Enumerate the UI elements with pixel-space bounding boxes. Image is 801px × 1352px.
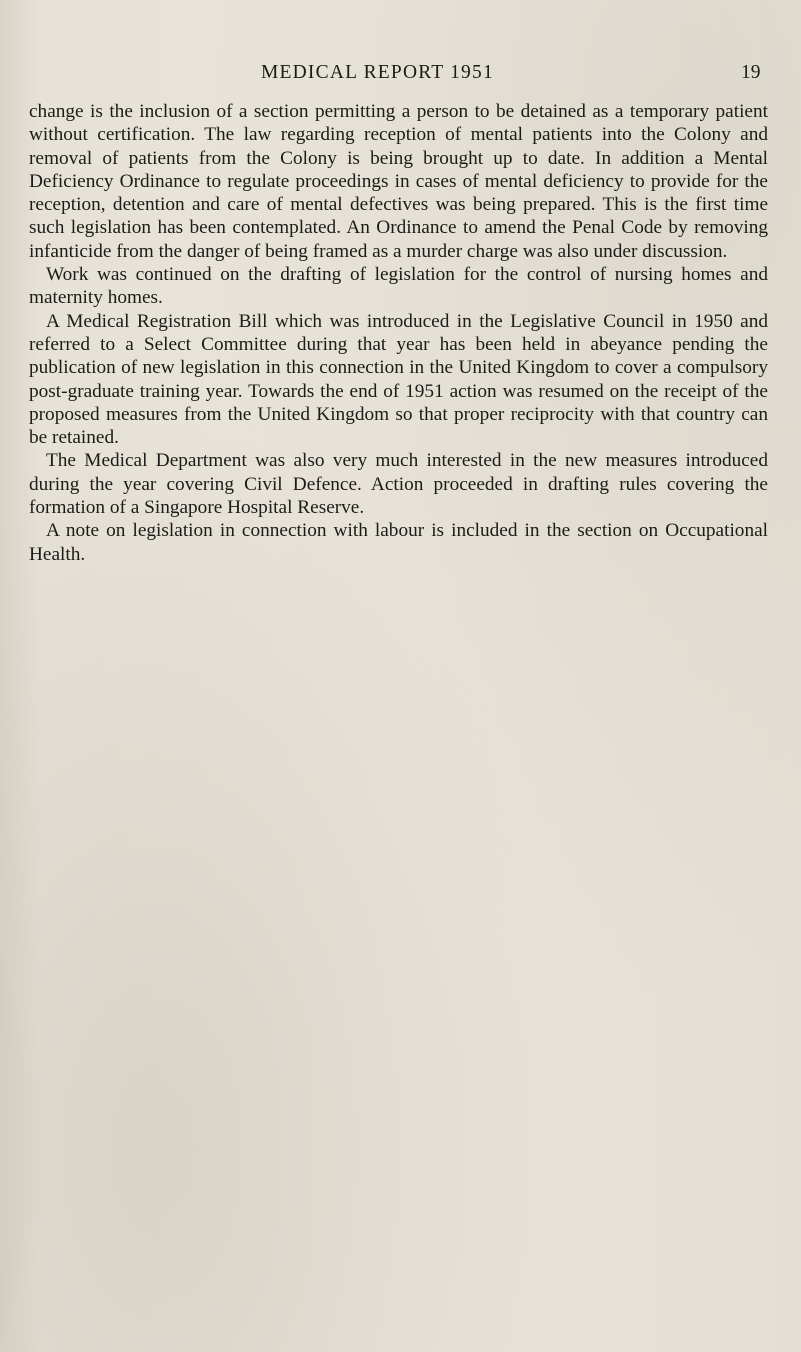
paragraph-nursing-homes: Work was continued on the drafting of legislation for the control of nursing homes and maternity homes. (29, 264, 768, 309)
body-text (29, 100, 768, 566)
paragraph-civil-defence: The Medical Department was also very much interested in the new measures introduced during the year covering Civil Defence. Action proceeded in drafting rules covering the formation of a Singapore Hospital Reserve. (29, 450, 768, 519)
paragraph-continuation: change is the inclusion of a section permitting a person to be detained as a temporary patient without certification. The law regarding reception of mental patients into the Colony and removal of patients from the Colony is being brought up to date. In addition a Mental Deficiency Ordinance to regulate proceedings in cases of mental deficiency to provide for the reception, detention and care of mental defectives was being prepared. This is the first time such legislation has been contemplated. An Ordinance to amend the Penal Code by removing infanticide from the danger of being framed as a murder charge was also under discussion. (29, 101, 768, 262)
paragraph-labour-legislation: A note on legislation in connection with labour is included in the section on Occupational Health. (29, 520, 768, 565)
running-title: MEDICAL REPORT 1951 (261, 62, 494, 83)
paragraph-medical-registration-bill: A Medical Registration Bill which was introduced in the Legislative Council in 1950 and referred to a Select Committee during that year has been held in abeyance pending the publication of new legislation in this connection in the United Kingdom to cover a compulsory post-graduate training year. Towards the end of 1951 action was resumed on the receipt of the proposed measures from the United Kingdom so that proper reciprocity with that country can be retained. (29, 310, 768, 449)
page-number: 19 (741, 62, 761, 83)
running-header (0, 62, 801, 88)
